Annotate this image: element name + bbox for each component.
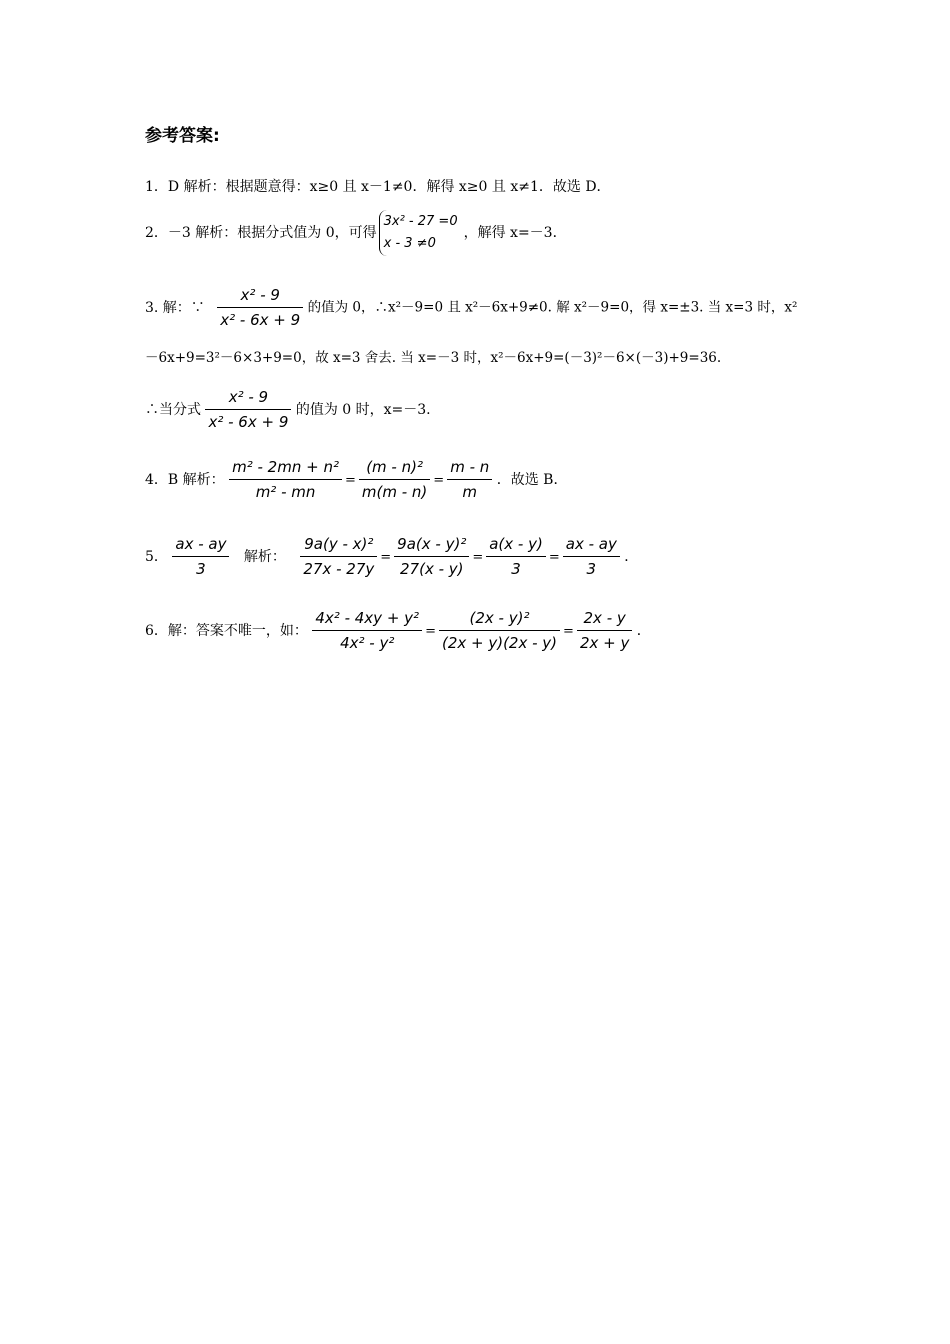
fraction-denominator: 27(x - y) <box>400 560 464 578</box>
fraction-numerator: 2x - y <box>577 611 632 631</box>
fraction-numerator: (2x - y)² <box>439 611 560 631</box>
fraction-denominator: 2x + y <box>579 634 630 652</box>
fraction <box>563 537 620 577</box>
answer-5-prefix: 5． <box>145 549 168 565</box>
answer-3-line-2: －6x+9=3²－6×3+9=0，故 x=3 舍去. 当 x=－3 时，x²－6x+9=(－3)²－6×(－3)+9=36. <box>145 350 722 366</box>
fraction-denominator: (2x + y)(2x - y) <box>441 634 558 652</box>
answer-2-prefix: 2．－3 解析：根据分式值为 0，可得 <box>145 225 377 242</box>
fraction-numerator: 9a(y - x)² <box>300 537 377 557</box>
fraction-numerator: x² - 9 <box>217 288 303 308</box>
fraction-denominator: x² - 6x + 9 <box>220 311 301 329</box>
answer-2-suffix: ，解得 x=－3． <box>463 225 567 242</box>
answer-4-suffix: ．故选 B． <box>496 472 568 488</box>
answer-3-line-3 <box>145 390 431 430</box>
fraction-numerator: ax - ay <box>563 537 620 557</box>
equals-sign: = <box>433 472 445 488</box>
answer-3-conclusion-prefix: ∴当分式 <box>145 402 201 418</box>
fraction-numerator: a(x - y) <box>486 537 546 557</box>
page-title: 参考答案: <box>145 126 220 146</box>
fraction <box>447 460 492 500</box>
fraction-denominator: m <box>462 483 478 501</box>
equation-system <box>379 210 462 256</box>
fraction <box>217 288 303 328</box>
answer-6 <box>145 611 651 651</box>
fraction <box>486 537 546 577</box>
fraction-denominator: 27x - 27y <box>303 560 375 578</box>
fraction-denominator: x² - 6x + 9 <box>208 413 289 431</box>
fraction <box>312 611 422 651</box>
fraction-numerator: m - n <box>447 460 492 480</box>
answer-5-mid: 解析： <box>243 549 286 565</box>
answer-3-prefix: 3. 解：∵ <box>145 300 205 316</box>
answer-3-conclusion-suffix: 的值为 0 时，x=－3. <box>295 402 431 418</box>
equals-sign: = <box>425 623 436 639</box>
fraction-numerator: 4x² - 4xy + y² <box>312 611 422 631</box>
answer-1: 1．D 解析：根据题意得：x≥0 且 x－1≠0．解得 x≥0 且 x≠1．故选 D． <box>145 179 611 195</box>
fraction-denominator: 4x² - y² <box>340 634 395 652</box>
fraction <box>300 537 377 577</box>
answer-6-prefix: 6．解：答案不唯一，如： <box>145 623 308 639</box>
fraction-denominator: m² - mn <box>255 483 316 501</box>
fraction <box>394 537 469 577</box>
fraction-denominator: m(m - n) <box>361 483 428 501</box>
fraction <box>205 390 291 430</box>
fraction-denominator: 3 <box>196 560 206 578</box>
answer-5-suffix: ． <box>624 549 639 565</box>
equals-sign: = <box>548 549 560 565</box>
fraction-numerator: m² - 2mn + n² <box>229 460 342 480</box>
fraction <box>439 611 560 651</box>
equals-sign: = <box>472 549 484 565</box>
fraction-denominator: 3 <box>586 560 597 578</box>
answer-3 <box>145 288 797 328</box>
system-row-2: x - 3 ≠0 <box>383 236 436 252</box>
fraction <box>172 537 229 577</box>
fraction-numerator: ax - ay <box>172 537 229 557</box>
equals-sign: = <box>344 472 356 488</box>
fraction <box>359 460 430 500</box>
answer-6-suffix: ． <box>636 623 651 639</box>
fraction <box>229 460 342 500</box>
answer-4 <box>145 460 567 500</box>
answer-5 <box>145 537 638 577</box>
answer-4-prefix: 4．B 解析： <box>145 472 225 488</box>
answer-2 <box>145 210 567 256</box>
answer-3-suffix: 的值为 0，∴x²－9=0 且 x²－6x+9≠0. 解 x²－9=0，得 x=±3. 当 x=3 时，x² <box>307 299 798 316</box>
system-row-1: 3x² - 27 =0 <box>383 214 458 229</box>
fraction-numerator: (m - n)² <box>359 460 430 480</box>
fraction-numerator: x² - 9 <box>205 390 291 410</box>
fraction-denominator: 3 <box>511 560 521 578</box>
equals-sign: = <box>380 549 392 565</box>
fraction-numerator: 9a(x - y)² <box>394 537 469 557</box>
fraction <box>577 611 632 651</box>
equals-sign: = <box>563 623 574 639</box>
